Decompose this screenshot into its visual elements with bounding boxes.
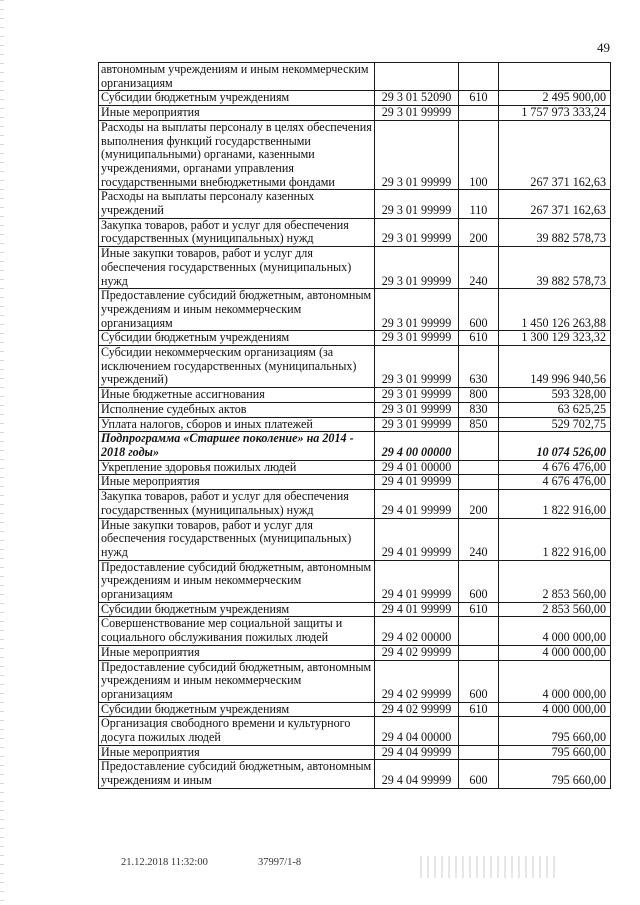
table-row xyxy=(99,218,611,246)
cell-amount: 4 000 000,00 xyxy=(499,645,611,660)
cell-type: 200 xyxy=(459,490,499,518)
table-row xyxy=(99,490,611,518)
cell-amount: 10 074 526,00 xyxy=(499,432,611,460)
cell-type: 800 xyxy=(459,388,499,403)
table-row xyxy=(99,289,611,331)
cell-amount: 149 996 940,56 xyxy=(499,346,611,388)
cell-type: 240 xyxy=(459,518,499,560)
cell-name: Закупка товаров, работ и услуг для обеспечения государственных (муниципальных) нужд xyxy=(99,490,375,518)
table-row xyxy=(99,460,611,475)
cell-name: Субсидии бюджетным учреждениям xyxy=(99,602,375,617)
table-row xyxy=(99,346,611,388)
cell-code: 29 3 01 99999 xyxy=(375,346,459,388)
scan-noise-artifact xyxy=(420,856,560,878)
cell-amount: 4 000 000,00 xyxy=(499,660,611,702)
cell-name: Совершенствование мер социальной защиты и социального обслуживания пожилых людей xyxy=(99,617,375,645)
cell-name: Иные закупки товаров, работ и услуг для обеспечения государственных (муниципальных) нужд xyxy=(99,518,375,560)
cell-name: Подпрограмма «Старшее поколение» на 2014 - 2018 годы» xyxy=(99,432,375,460)
cell-name: Иные мероприятия xyxy=(99,645,375,660)
cell-name: Иные закупки товаров, работ и услуг для обеспечения государственных (муниципальных) нужд xyxy=(99,247,375,289)
cell-code: 29 4 01 99999 xyxy=(375,490,459,518)
table-row xyxy=(99,660,611,702)
table-row xyxy=(99,475,611,490)
cell-amount: 39 882 578,73 xyxy=(499,247,611,289)
cell-code: 29 3 01 99999 xyxy=(375,289,459,331)
cell-type: 600 xyxy=(459,289,499,331)
cell-type: 850 xyxy=(459,417,499,432)
table-row xyxy=(99,518,611,560)
cell-code: 29 4 02 99999 xyxy=(375,645,459,660)
cell-type xyxy=(459,432,499,460)
cell-name: Предоставление субсидий бюджетным, автономным учреждениям и иным некоммерческим организациям xyxy=(99,289,375,331)
cell-code: 29 3 01 52090 xyxy=(375,91,459,106)
cell-type xyxy=(459,460,499,475)
table-row xyxy=(99,602,611,617)
cell-code: 29 4 04 99999 xyxy=(375,745,459,760)
cell-type: 600 xyxy=(459,560,499,602)
cell-name: Предоставление субсидий бюджетным, автономным учреждениям и иным некоммерческим организациям xyxy=(99,560,375,602)
cell-code: 29 3 01 99999 xyxy=(375,120,459,190)
budget-table xyxy=(98,62,611,789)
cell-type: 600 xyxy=(459,660,499,702)
scan-edge-artifact xyxy=(0,0,4,905)
cell-code: 29 3 01 99999 xyxy=(375,218,459,246)
cell-code: 29 4 04 00000 xyxy=(375,717,459,745)
cell-amount: 2 853 560,00 xyxy=(499,560,611,602)
cell-code: 29 3 01 99999 xyxy=(375,402,459,417)
cell-amount: 267 371 162,63 xyxy=(499,120,611,190)
cell-type xyxy=(459,617,499,645)
table-row xyxy=(99,331,611,346)
cell-code: 29 4 01 99999 xyxy=(375,475,459,490)
cell-amount: 63 625,25 xyxy=(499,402,611,417)
footer-datetime: 21.12.2018 11:32:00 xyxy=(121,857,208,868)
cell-amount: 1 450 126 263,88 xyxy=(499,289,611,331)
table-row xyxy=(99,745,611,760)
cell-type: 110 xyxy=(459,190,499,218)
cell-type: 830 xyxy=(459,402,499,417)
cell-code: 29 4 02 99999 xyxy=(375,660,459,702)
table-row xyxy=(99,190,611,218)
cell-name: автономным учреждениям и иным некоммерческим организациям xyxy=(99,63,375,91)
cell-amount: 1 757 973 333,24 xyxy=(499,106,611,121)
cell-name: Субсидии некоммерческим организациям (за исключением государственных (муниципальных) учреждений) xyxy=(99,346,375,388)
cell-amount xyxy=(499,63,611,91)
cell-name: Уплата налогов, сборов и иных платежей xyxy=(99,417,375,432)
cell-amount: 4 676 476,00 xyxy=(499,475,611,490)
cell-code: 29 3 01 99999 xyxy=(375,190,459,218)
cell-name: Организация свободного времени и культурного досуга пожилых людей xyxy=(99,717,375,745)
cell-amount: 4 000 000,00 xyxy=(499,702,611,717)
cell-code: 29 3 01 99999 xyxy=(375,106,459,121)
cell-name: Субсидии бюджетным учреждениям xyxy=(99,331,375,346)
table-row xyxy=(99,717,611,745)
cell-amount: 267 371 162,63 xyxy=(499,190,611,218)
cell-type: 610 xyxy=(459,91,499,106)
table-row xyxy=(99,388,611,403)
cell-amount: 795 660,00 xyxy=(499,717,611,745)
cell-code: 29 3 01 99999 xyxy=(375,388,459,403)
cell-code: 29 4 01 99999 xyxy=(375,602,459,617)
cell-type: 610 xyxy=(459,602,499,617)
table-row xyxy=(99,702,611,717)
cell-type: 610 xyxy=(459,702,499,717)
cell-name: Иные бюджетные ассигнования xyxy=(99,388,375,403)
cell-type: 610 xyxy=(459,331,499,346)
budget-table-body xyxy=(99,63,611,789)
cell-name: Укрепление здоровья пожилых людей xyxy=(99,460,375,475)
cell-name: Предоставление субсидий бюджетным, автономным учреждениям и иным xyxy=(99,760,375,788)
cell-code: 29 3 01 99999 xyxy=(375,247,459,289)
table-row xyxy=(99,432,611,460)
table-row xyxy=(99,120,611,190)
cell-name: Расходы на выплаты персоналу в целях обеспечения выполнения функций государственными (муниципальными) органами, казенными учреждениями, органами управления государственными внебюджетными фондами xyxy=(99,120,375,190)
cell-amount: 2 495 900,00 xyxy=(499,91,611,106)
cell-type xyxy=(459,63,499,91)
cell-type xyxy=(459,745,499,760)
cell-amount: 39 882 578,73 xyxy=(499,218,611,246)
cell-name: Субсидии бюджетным учреждениям xyxy=(99,91,375,106)
cell-amount: 2 853 560,00 xyxy=(499,602,611,617)
cell-code: 29 4 04 99999 xyxy=(375,760,459,788)
cell-name: Расходы на выплаты персоналу казенных учреждений xyxy=(99,190,375,218)
cell-type: 600 xyxy=(459,760,499,788)
cell-name: Иные мероприятия xyxy=(99,745,375,760)
table-row xyxy=(99,402,611,417)
cell-name: Субсидии бюджетным учреждениям xyxy=(99,702,375,717)
cell-code: 29 3 01 99999 xyxy=(375,417,459,432)
cell-type: 200 xyxy=(459,218,499,246)
cell-code: 29 4 02 00000 xyxy=(375,617,459,645)
cell-code: 29 4 02 99999 xyxy=(375,702,459,717)
cell-type xyxy=(459,717,499,745)
cell-type xyxy=(459,106,499,121)
cell-name: Предоставление субсидий бюджетным, автономным учреждениям и иным некоммерческим организациям xyxy=(99,660,375,702)
cell-amount: 4 676 476,00 xyxy=(499,460,611,475)
cell-amount: 1 822 916,00 xyxy=(499,490,611,518)
table-row xyxy=(99,247,611,289)
cell-amount: 1 300 129 323,32 xyxy=(499,331,611,346)
table-row xyxy=(99,760,611,788)
cell-type: 100 xyxy=(459,120,499,190)
cell-amount: 795 660,00 xyxy=(499,760,611,788)
table-row xyxy=(99,645,611,660)
table-row xyxy=(99,63,611,91)
table-row xyxy=(99,106,611,121)
cell-name: Иные мероприятия xyxy=(99,475,375,490)
table-row xyxy=(99,417,611,432)
cell-name: Иные мероприятия xyxy=(99,106,375,121)
cell-amount: 795 660,00 xyxy=(499,745,611,760)
table-row xyxy=(99,617,611,645)
cell-code: 29 4 01 99999 xyxy=(375,518,459,560)
cell-code: 29 3 01 99999 xyxy=(375,331,459,346)
cell-name: Исполнение судебных актов xyxy=(99,402,375,417)
cell-name: Закупка товаров, работ и услуг для обеспечения государственных (муниципальных) нужд xyxy=(99,218,375,246)
cell-amount: 593 328,00 xyxy=(499,388,611,403)
cell-code: 29 4 01 99999 xyxy=(375,560,459,602)
cell-type: 630 xyxy=(459,346,499,388)
footer-doc-number: 37997/1-8 xyxy=(258,857,302,868)
page-number: 49 xyxy=(597,40,610,55)
cell-amount: 529 702,75 xyxy=(499,417,611,432)
cell-type xyxy=(459,475,499,490)
cell-amount: 1 822 916,00 xyxy=(499,518,611,560)
table-row xyxy=(99,91,611,106)
cell-code: 29 4 00 00000 xyxy=(375,432,459,460)
cell-type xyxy=(459,645,499,660)
table-row xyxy=(99,560,611,602)
cell-amount: 4 000 000,00 xyxy=(499,617,611,645)
cell-code xyxy=(375,63,459,91)
cell-code: 29 4 01 00000 xyxy=(375,460,459,475)
cell-type: 240 xyxy=(459,247,499,289)
